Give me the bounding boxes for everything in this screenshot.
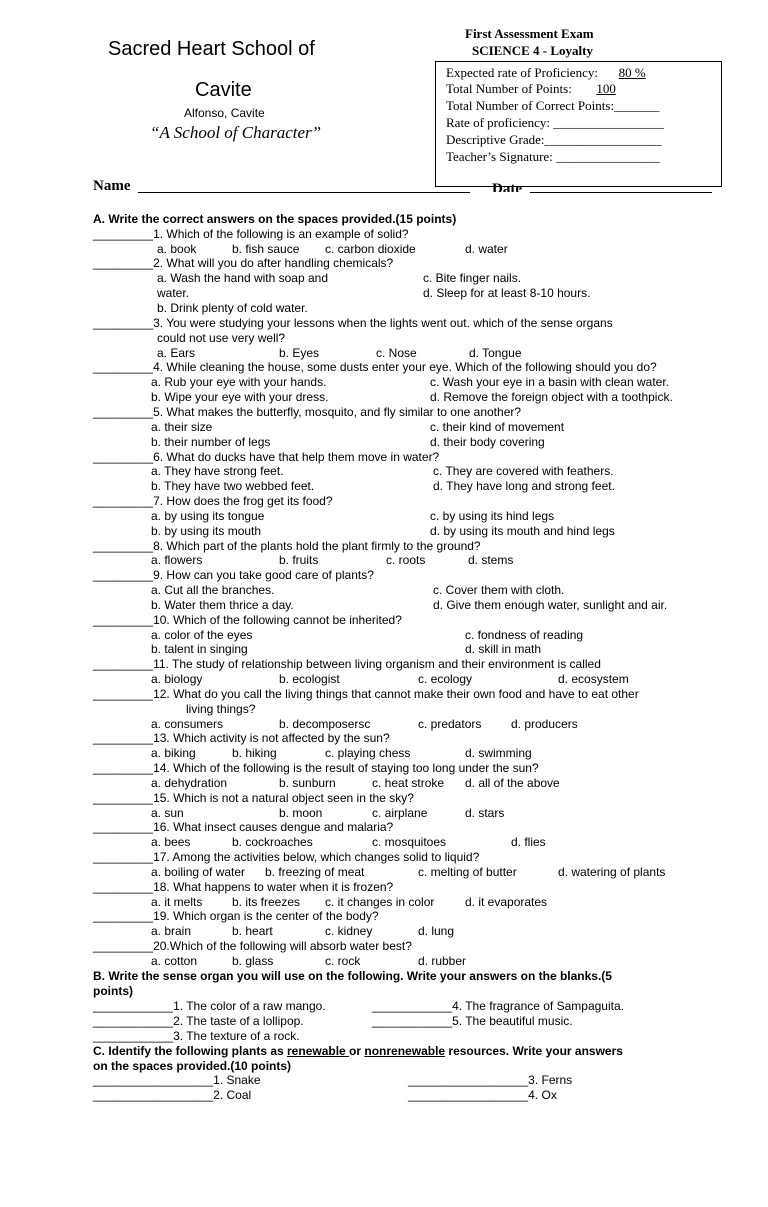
answer-option: c. Cover them with cloth. [433, 583, 565, 597]
answer-option: c. heat stroke [372, 776, 445, 790]
answer-option: a. flowers [151, 553, 203, 567]
answer-option: a. boiling of water [151, 865, 246, 879]
descriptive-grade: Descriptive Grade:__________________ [446, 132, 662, 147]
answer-blank[interactable]: ____________ [93, 999, 174, 1013]
answer-option: b. moon [279, 806, 323, 820]
question-text: 4. While cleaning the house, some dusts enter your eye. Which of the following should you do? [153, 360, 657, 374]
answer-blank[interactable]: _________ [93, 791, 154, 805]
question [93, 227, 409, 241]
answer-option: a. book [157, 242, 197, 256]
name-label: Name [93, 178, 131, 194]
question-text-continued: could not use very well? [157, 331, 286, 345]
section-b-item: ____________2. The taste of a lollipop. [93, 1014, 304, 1028]
rate-of-proficiency: Rate of proficiency: _________________ [446, 115, 664, 130]
section-c-item: __________________3. Ferns [408, 1073, 573, 1087]
answer-blank[interactable]: _________ [93, 256, 154, 270]
question-text: 7. How does the frog get its food? [153, 494, 333, 508]
question-text: 10. Which of the following cannot be inherited? [153, 613, 402, 627]
question-text: 20.Which of the following will absorb water best? [153, 939, 412, 953]
question-text: 2. What will you do after handling chemicals? [153, 256, 394, 270]
answer-blank[interactable]: _________ [93, 568, 154, 582]
question-text-continued: living things? [186, 702, 256, 716]
answer-option: a. Rub your eye with your hands. [151, 375, 327, 389]
question [93, 613, 402, 627]
answer-option: d. it evaporates [465, 895, 548, 909]
question [93, 939, 412, 953]
question-text: 13. Which activity is not affected by the sun? [153, 731, 390, 745]
section-c-header: C. Identify the following plants as renewable or nonrenewable resources. Write your answers [93, 1044, 623, 1058]
answer-option: d. ecosystem [558, 672, 629, 686]
answer-option: d. by using its mouth and hind legs [430, 524, 615, 538]
school-motto: “A School of Character” [150, 123, 322, 142]
answer-option: c. playing chess [325, 746, 411, 760]
answer-option: d. skill in math [465, 642, 542, 656]
answer-option: c. it changes in color [325, 895, 435, 909]
question [93, 850, 479, 864]
question-text: 15. Which is not a natural object seen in the sky? [153, 791, 414, 805]
answer-blank[interactable]: __________________ [93, 1073, 214, 1087]
answer-option: a. brain [151, 924, 192, 938]
question-text: 6. What do ducks have that help them move in water? [153, 450, 440, 464]
answer-blank[interactable]: _________ [93, 939, 154, 953]
question-text: 8. Which part of the plants hold the plant firmly to the ground? [153, 539, 481, 553]
answer-blank[interactable]: _________ [93, 316, 154, 330]
question [93, 791, 414, 805]
answer-option: b. fish sauce [232, 242, 300, 256]
section-b-item: ____________4. The fragrance of Sampaguita. [372, 999, 624, 1013]
answer-option: d. Tongue [469, 346, 522, 360]
answer-option: c. roots [386, 553, 426, 567]
answer-option: a. it melts [151, 895, 203, 909]
answer-option: c. rock [325, 954, 361, 968]
section-c-header-line2: on the spaces provided.(10 points) [93, 1059, 292, 1073]
answer-option: b. hiking [232, 746, 277, 760]
question-text: 19. Which organ is the center of the body? [153, 909, 379, 923]
answer-blank[interactable]: _________ [93, 657, 154, 671]
question-text: 12. What do you call the living things that cannot make their own food and have to eat other [153, 687, 639, 701]
answer-option: b. glass [232, 954, 274, 968]
answer-blank[interactable]: _________ [93, 761, 154, 775]
question-text: 1. Which of the following is an example of solid? [153, 227, 409, 241]
answer-option: a. biology [151, 672, 203, 686]
answer-option: d. rubber [418, 954, 467, 968]
answer-option: b. freezing of meat [265, 865, 365, 879]
answer-blank[interactable]: _________ [93, 731, 154, 745]
answer-option: c. carbon dioxide [325, 242, 416, 256]
question [93, 568, 374, 582]
answer-option: a. by using its tongue [151, 509, 265, 523]
answer-option: a. color of the eyes [151, 628, 253, 642]
answer-blank[interactable]: __________________ [408, 1073, 529, 1087]
answer-option: a. Cut all the branches. [151, 583, 275, 597]
answer-option: b. Wipe your eye with your dress. [151, 390, 329, 404]
total-points: Total Number of Points: 100 [446, 81, 616, 96]
answer-option: a. dehydration [151, 776, 228, 790]
answer-option: b. sunburn [279, 776, 336, 790]
question-text: 17. Among the activities below, which changes solid to liquid? [153, 850, 480, 864]
answer-blank[interactable]: ____________ [93, 1029, 174, 1043]
date-label: Date [492, 181, 522, 192]
answer-option: b. its freezes [232, 895, 301, 909]
answer-option: d. all of the above [465, 776, 560, 790]
question [93, 256, 393, 270]
answer-option: c. Wash your eye in a basin with clean water. [430, 375, 670, 389]
answer-option: d. producers [511, 717, 578, 731]
question [93, 820, 393, 834]
answer-option: a. consumers [151, 717, 224, 731]
answer-option: d. flies [511, 835, 546, 849]
school-location: Alfonso, Cavite [184, 106, 265, 120]
answer-option: c. Nose [376, 346, 417, 360]
school-name-line2: Cavite [195, 79, 252, 101]
question-text: 5. What makes the butterfly, mosquito, and fly similar to one another? [153, 405, 522, 419]
answer-option: water. [157, 286, 190, 300]
answer-option: b. talent in singing [151, 642, 248, 656]
answer-blank[interactable]: ____________ [93, 1014, 174, 1028]
question-text: 18. What happens to water when it is frozen? [153, 880, 394, 894]
answer-option: c. They are covered with feathers. [433, 464, 614, 478]
section-b-item: ____________5. The beautiful music. [372, 1014, 573, 1028]
question [93, 539, 481, 553]
answer-option: d. lung [418, 924, 455, 938]
answer-option: b. Eyes [279, 346, 320, 360]
correct-points: Total Number of Correct Points:_______ [446, 98, 660, 113]
section-b-header-line2: points) [93, 984, 133, 998]
answer-option: a. biking [151, 746, 196, 760]
expected-proficiency: Expected rate of Proficiency: 80 % [446, 65, 646, 80]
question [93, 687, 639, 701]
answer-blank[interactable]: _________ [93, 227, 154, 241]
answer-option: d. swimming [465, 746, 532, 760]
question-text: 3. You were studying your lessons when the lights went out. which of the sense organs [153, 316, 613, 330]
teacher-signature: Teacher’s Signature: ________________ [446, 149, 661, 164]
answer-option: b. decomposersc [279, 717, 371, 731]
answer-blank[interactable]: _________ [93, 539, 154, 553]
answer-option: d. stems [468, 553, 514, 567]
answer-option: c. fondness of reading [465, 628, 584, 642]
answer-blank[interactable]: ____________ [372, 999, 453, 1013]
answer-option: c. their kind of movement [430, 420, 565, 434]
answer-option: a. They have strong feet. [151, 464, 284, 478]
answer-option: c. by using its hind legs [430, 509, 555, 523]
answer-blank[interactable]: _________ [93, 613, 154, 627]
answer-option: c. kidney [325, 924, 373, 938]
answer-blank[interactable]: _________ [93, 687, 154, 701]
answer-option: d. stars [465, 806, 505, 820]
question [93, 405, 521, 419]
answer-blank[interactable]: ____________ [372, 1014, 453, 1028]
school-name: Sacred Heart School of [108, 38, 315, 60]
answer-option: d. their body covering [430, 435, 545, 449]
section-b-header: B. Write the sense organ you will use on the following. Write your answers on the blanks.(5 [93, 969, 612, 983]
question-text: 11. The study of relationship between living organism and their environment is called [153, 657, 601, 671]
answer-option: b. by using its mouth [151, 524, 262, 538]
answer-option: a. Ears [157, 346, 196, 360]
question [93, 657, 601, 671]
question [93, 450, 439, 464]
answer-blank[interactable]: _________ [93, 450, 154, 464]
score-box [435, 61, 722, 187]
answer-option: b. ecologist [279, 672, 340, 686]
exam-subject: SCIENCE 4 - Loyalty [472, 43, 593, 58]
exam-title: First Assessment Exam [465, 26, 594, 41]
answer-option: c. airplane [372, 806, 428, 820]
answer-blank[interactable]: _________ [93, 880, 154, 894]
answer-blank[interactable]: __________________ [408, 1088, 529, 1102]
answer-blank[interactable]: __________________ [93, 1088, 214, 1102]
answer-option: d. water [465, 242, 508, 256]
date-field[interactable] [530, 192, 712, 193]
question [93, 761, 539, 775]
answer-option: a. their size [151, 420, 213, 434]
answer-option: d. They have long and strong feet. [433, 479, 615, 493]
answer-option: c. predators [418, 717, 482, 731]
section-a-header: A. Write the correct answers on the spaces provided.(15 points) [93, 212, 457, 226]
answer-blank[interactable]: _________ [93, 850, 154, 864]
question-text: 16. What insect causes dengue and malaria? [153, 820, 394, 834]
answer-option: b. Water them thrice a day. [151, 598, 294, 612]
question [93, 360, 657, 374]
question [93, 880, 393, 894]
answer-option: a. bees [151, 835, 191, 849]
answer-option: d. Sleep for at least 8-10 hours. [423, 286, 591, 300]
answer-option: a. Wash the hand with soap and [157, 271, 328, 285]
question [93, 909, 379, 923]
question-text: 14. Which of the following is the result of staying too long under the sun? [153, 761, 539, 775]
answer-option: b. cockroaches [232, 835, 313, 849]
question [93, 316, 613, 330]
answer-option: a. sun [151, 806, 184, 820]
answer-blank[interactable]: _________ [93, 405, 154, 419]
question-text: 9. How can you take good care of plants? [153, 568, 374, 582]
answer-option: c. ecology [418, 672, 473, 686]
answer-option: c. melting of butter [418, 865, 517, 879]
answer-option: b. Drink plenty of cold water. [157, 301, 308, 315]
answer-option: b. fruits [279, 553, 319, 567]
name-field[interactable] [138, 192, 470, 193]
question [93, 494, 333, 508]
answer-option: c. Bite finger nails. [423, 271, 522, 285]
answer-option: d. Remove the foreign object with a toothpick. [430, 390, 673, 404]
answer-blank[interactable]: _________ [93, 494, 154, 508]
answer-option: b. heart [232, 924, 273, 938]
section-c-item: __________________4. Ox [408, 1088, 557, 1102]
answer-blank[interactable]: _________ [93, 909, 154, 923]
section-b-item: ____________3. The texture of a rock. [93, 1029, 300, 1043]
section-b-item: ____________1. The color of a raw mango. [93, 999, 326, 1013]
answer-blank[interactable]: _________ [93, 820, 154, 834]
answer-option: d. watering of plants [558, 865, 666, 879]
answer-option: a. cotton [151, 954, 198, 968]
section-c-item: __________________2. Coal [93, 1088, 252, 1102]
question [93, 731, 390, 745]
answer-option: d. Give them enough water, sunlight and air. [433, 598, 668, 612]
answer-option: c. mosquitoes [372, 835, 447, 849]
answer-blank[interactable]: _________ [93, 360, 154, 374]
section-c-item: __________________1. Snake [93, 1073, 261, 1087]
answer-option: b. their number of legs [151, 435, 271, 449]
answer-option: b. They have two webbed feet. [151, 479, 315, 493]
